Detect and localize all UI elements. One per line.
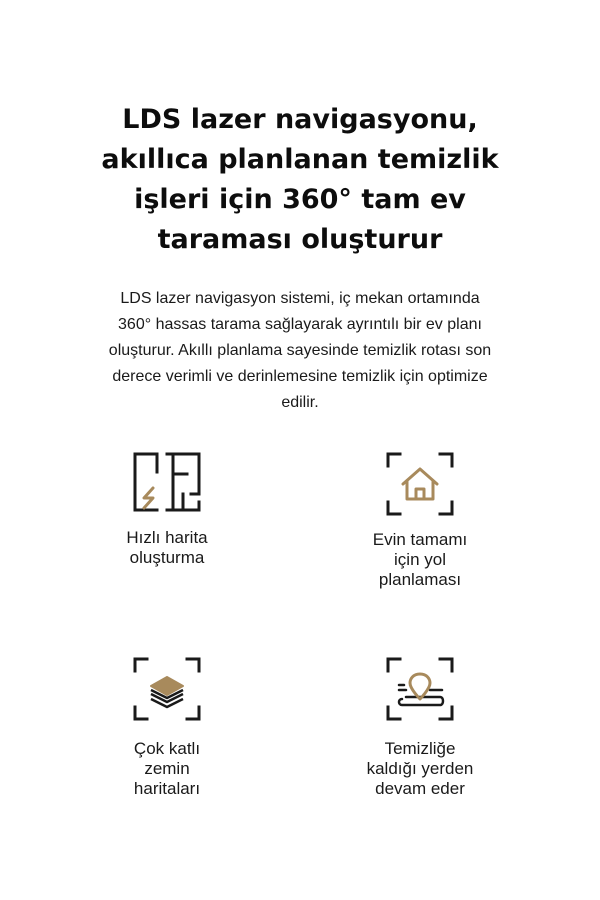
description-line: LDS lazer navigasyon sistemi, iç mekan ortamında [120, 290, 480, 307]
feature-label-line: için yol [394, 550, 446, 569]
headline-line: taraması oluşturur [157, 224, 443, 255]
feature-label-line: planlaması [378, 570, 462, 589]
description-line: edilir. [281, 394, 319, 411]
headline-line: işleri için 360° tam ev [134, 184, 466, 215]
description-line: derece verimli ve derinlemesine temizlik için optimize [112, 368, 488, 385]
home-scan-icon [384, 450, 456, 518]
feature-label-line: zemin [144, 759, 190, 778]
feature-label-line: haritaları [133, 779, 201, 798]
layers-scan-icon [131, 655, 203, 723]
feature-fast-map [47, 450, 287, 568]
headline-line: akıllıca planlanan temizlik [101, 144, 499, 175]
description-line: 360° hassas tarama sağlayarak ayrıntılı bir ev planı [118, 316, 482, 333]
description-line: oluşturur. Akıllı planlama sayesinde temizlik rotası son [108, 342, 492, 359]
feature-label [300, 739, 540, 799]
headline-line: LDS lazer navigasyonu, [122, 104, 478, 135]
feature-label [47, 528, 287, 568]
headline [40, 100, 560, 260]
feature-multi-floor [47, 655, 287, 799]
feature-label-line: oluşturma [129, 548, 205, 567]
resume-location-icon [384, 655, 456, 723]
feature-label-line: Hızlı harita [126, 528, 208, 547]
feature-label-line: devam eder [375, 779, 465, 798]
description [30, 286, 570, 416]
feature-label-line: Temizliğe [384, 739, 456, 758]
feature-label [300, 530, 540, 590]
feature-resume-cleaning [300, 655, 540, 799]
floor-plan-icon [131, 450, 203, 514]
feature-label-line: kaldığı yerden [366, 759, 474, 778]
feature-home-path [300, 450, 540, 590]
feature-label-line: Evin tamamı [372, 530, 468, 549]
feature-label-line: Çok katlı [133, 739, 201, 758]
feature-label [47, 739, 287, 799]
